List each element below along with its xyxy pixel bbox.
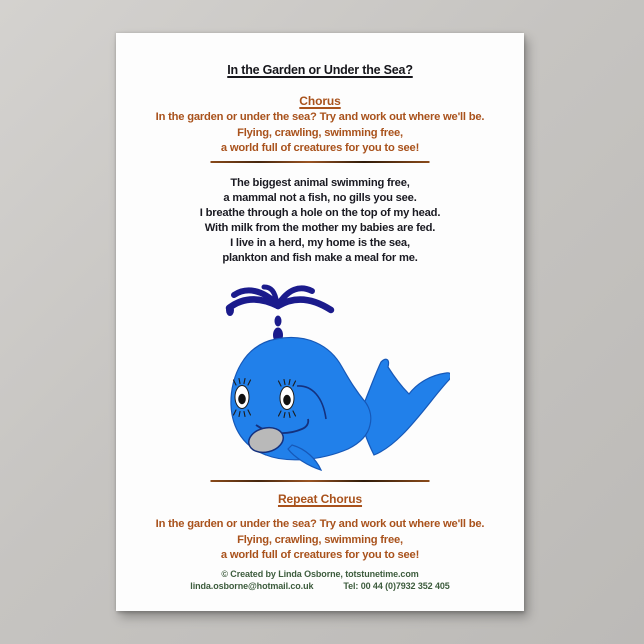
repeat-chorus-heading: Repeat Chorus bbox=[277, 492, 363, 506]
contact-line bbox=[116, 581, 524, 591]
song-poster bbox=[116, 33, 524, 611]
water-spout-icon bbox=[229, 287, 331, 310]
whale-svg bbox=[190, 283, 450, 475]
email-text: linda.osborne@hotmail.co.uk bbox=[190, 581, 314, 591]
section-divider bbox=[211, 161, 430, 163]
whale-illustration bbox=[190, 283, 450, 475]
chorus-line: In the garden or under the sea? Try and work out where we'll be. bbox=[155, 518, 485, 530]
repeat-chorus-text bbox=[116, 517, 524, 564]
verse-line: a mammal not a fish, no gills you see. bbox=[223, 192, 417, 204]
verse-line: The biggest animal swimming free, bbox=[230, 177, 410, 189]
verse-line: plankton and fish make a meal for me. bbox=[222, 252, 418, 264]
chorus-line: In the garden or under the sea? Try and work out where we'll be. bbox=[155, 111, 485, 123]
chorus-text bbox=[116, 110, 524, 157]
chorus-line: Flying, crawling, swimming free, bbox=[237, 533, 403, 546]
telephone-text: Tel: 00 44 (0)7932 352 405 bbox=[343, 581, 450, 591]
chorus-line: Flying, crawling, swimming free, bbox=[237, 126, 403, 139]
verse-line: I breathe through a hole on the top of my head. bbox=[199, 207, 441, 219]
poster-title: In the Garden or Under the Sea? bbox=[227, 63, 413, 77]
chorus-line: a world full of creatures for you to see! bbox=[220, 549, 420, 561]
credit-line: © Created by Linda Osborne, totstunetime.com bbox=[221, 569, 419, 579]
chorus-heading: Chorus bbox=[299, 94, 341, 108]
verse-text bbox=[116, 176, 524, 266]
section-divider bbox=[211, 480, 430, 482]
chorus-line: a world full of creatures for you to see! bbox=[220, 142, 420, 154]
verse-line: I live in a herd, my home is the sea, bbox=[230, 237, 410, 249]
verse-line: With milk from the mother my babies are fed. bbox=[204, 222, 436, 234]
whale-tail bbox=[360, 359, 450, 455]
